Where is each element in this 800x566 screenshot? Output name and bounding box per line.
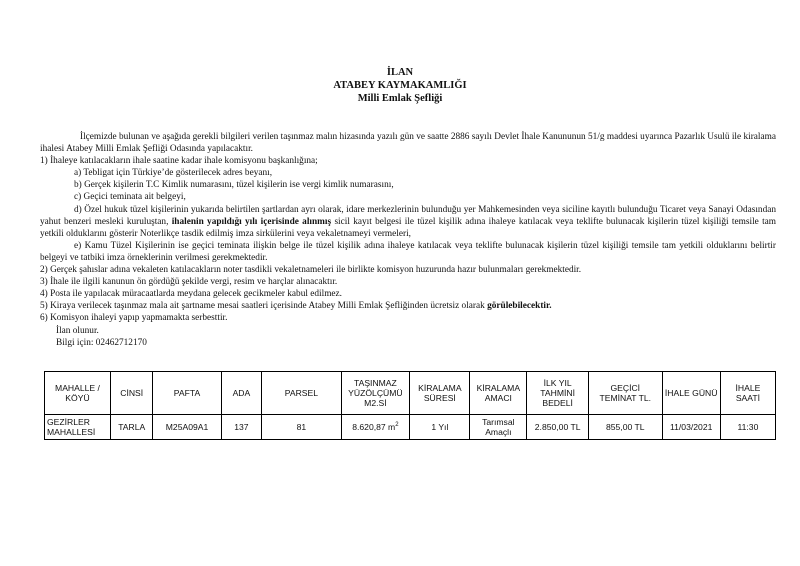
cell-saat: 11:30 xyxy=(720,415,775,440)
auction-table xyxy=(44,371,776,440)
cell-sure: 1 Yıl xyxy=(410,415,470,440)
header-kaymakamlik: ATABEY KAYMAKAMLIĞI xyxy=(333,80,467,91)
col-bedel: İLK YIL TAHMİNİ BEDELİ xyxy=(527,372,589,415)
condition-5-text: 5) Kiraya verilecek taşınmaz mala ait şartname mesai saatleri içerisinde Atabey Milli Emlak Şefliğinden ücretsiz olarak xyxy=(40,301,485,312)
cell-ada: 137 xyxy=(221,415,262,440)
announcement-body xyxy=(40,131,776,349)
col-mahalle: MAHALLE / KÖYÜ xyxy=(45,372,111,415)
cell-yuzolcum-value: 8.620,87 m xyxy=(352,422,396,432)
col-sure: KİRALAMA SÜRESİ xyxy=(410,372,470,415)
cell-yuzolcum-unit-sup: 2 xyxy=(395,422,399,429)
cell-teminat: 855,00 TL xyxy=(589,415,662,440)
col-saat: İHALE SAATİ xyxy=(720,372,775,415)
intro-paragraph: İlçemizde bulunan ve aşağıda gerekli bilgileri verilen taşınmaz malın hizasında yazılı gün ve saatte 2886 sayılı Devlet İhale Kanununun 51/g maddesi uyarınca Pazarlık Usulü ile kiralama ihalesi Atabey Milli Emlak Şefliği Odasında yapılacaktır. xyxy=(40,132,776,155)
condition-1b: b) Gerçek kişilerin T.C Kimlik numarasını, tüzel kişilerin ise vergi kimlik numarasını, xyxy=(74,180,394,191)
col-pafta: PAFTA xyxy=(153,372,221,415)
condition-1d-rest: sicil kayıt belgesi ile tüzel kişilik adına ihaleye katılacak veya teklifte bulunacak kişilerin tüzel kişiliği temsile tam yetkili olduklarını gösterir Noterlikçe tasdik edilmiş imza sirkülerini veya vekaletnameyi vermeleri, xyxy=(40,216,777,239)
table-header-row xyxy=(45,372,776,415)
header-sefligi: Milli Emlak Şefliği xyxy=(357,93,443,104)
condition-1d-text: d) Özel hukuk tüzel kişilerinin yukarıda belirtilen şartlardan ayrı olarak, idare merkezlerinin bulunduğu yer Mahkemesinden veya siciline kayıtlı bulunduğu Ticaret veya Sanayi Odasından yahut benzeri mesleki kuruluştan, xyxy=(40,204,776,227)
col-gun: İHALE GÜNÜ xyxy=(662,372,720,415)
cell-gun: 11/03/2021 xyxy=(662,415,720,440)
condition-1c: c) Geçici teminata ait belgeyi, xyxy=(74,192,186,203)
cell-pafta: M25A09A1 xyxy=(153,415,221,440)
header-ilan: İLAN xyxy=(386,67,414,78)
condition-1d xyxy=(40,204,776,240)
cell-cinsi: TARLA xyxy=(110,415,153,440)
col-yuzolcum: TAŞINMAZ YÜZÖLÇÜMÜ M2.Sİ xyxy=(341,372,410,415)
col-cinsi: CİNSİ xyxy=(110,372,153,415)
col-amac: KİRALAMA AMACI xyxy=(470,372,527,415)
cell-parsel: 81 xyxy=(262,415,341,440)
condition-3: 3) İhale ile ilgili kanunun ön gördüğü şekilde vergi, resim ve harçlar alınacaktır. xyxy=(40,277,338,288)
condition-5 xyxy=(40,300,776,312)
condition-4: 4) Posta ile yapılacak müracaatlarda meydana gelecek gecikmeler kabul edilmez. xyxy=(40,289,343,300)
condition-6: 6) Komisyon ihaleyi yapıp yapmamakta serbesttir. xyxy=(40,313,228,324)
cell-mahalle: GEZİRLER MAHALLESİ xyxy=(45,415,111,440)
condition-1e: e) Kamu Tüzel Kişilerinin ise geçici teminata ilişkin belge ile tüzel kişilik adına ihaleye katılacak veya teklifte bulunacak kişilerin tüzel kişiliği temsile tam yetkili olduklarını belirtir belgeyi ve tatbiki imza örneklerinin verilmesi gerekmektedir. xyxy=(40,240,776,263)
cell-amac: Tarımsal Amaçlı xyxy=(470,415,527,440)
col-ada: ADA xyxy=(221,372,262,415)
closing-ilan: İlan olunur. xyxy=(56,325,99,336)
condition-1a: a) Tebligat için Türkiye’de gösterilecek adres beyanı, xyxy=(74,168,273,179)
col-teminat: GEÇİCİ TEMİNAT TL. xyxy=(589,372,662,415)
cell-yuzolcum xyxy=(341,415,410,440)
closing-contact: Bilgi için: 02462712170 xyxy=(56,337,147,348)
table-row xyxy=(45,415,776,440)
condition-1: 1) İhaleye katılacakların ihale saatine kadar ihale komisyonu başkanlığına; xyxy=(40,156,318,167)
document-header xyxy=(0,66,800,105)
condition-2: 2) Gerçek şahıslar adına vekaleten katılacakların noter tasdikli vekaletnameleri ile birlikte komisyon huzurunda hazır bulunmaları gerekmektedir. xyxy=(40,265,582,276)
condition-5-emphasis: görülebilecektir. xyxy=(487,301,552,312)
condition-1d-emphasis: ihalenin yapıldığı yılı içerisinde alınmış xyxy=(171,216,332,227)
col-parsel: PARSEL xyxy=(262,372,341,415)
cell-bedel: 2.850,00 TL xyxy=(527,415,589,440)
